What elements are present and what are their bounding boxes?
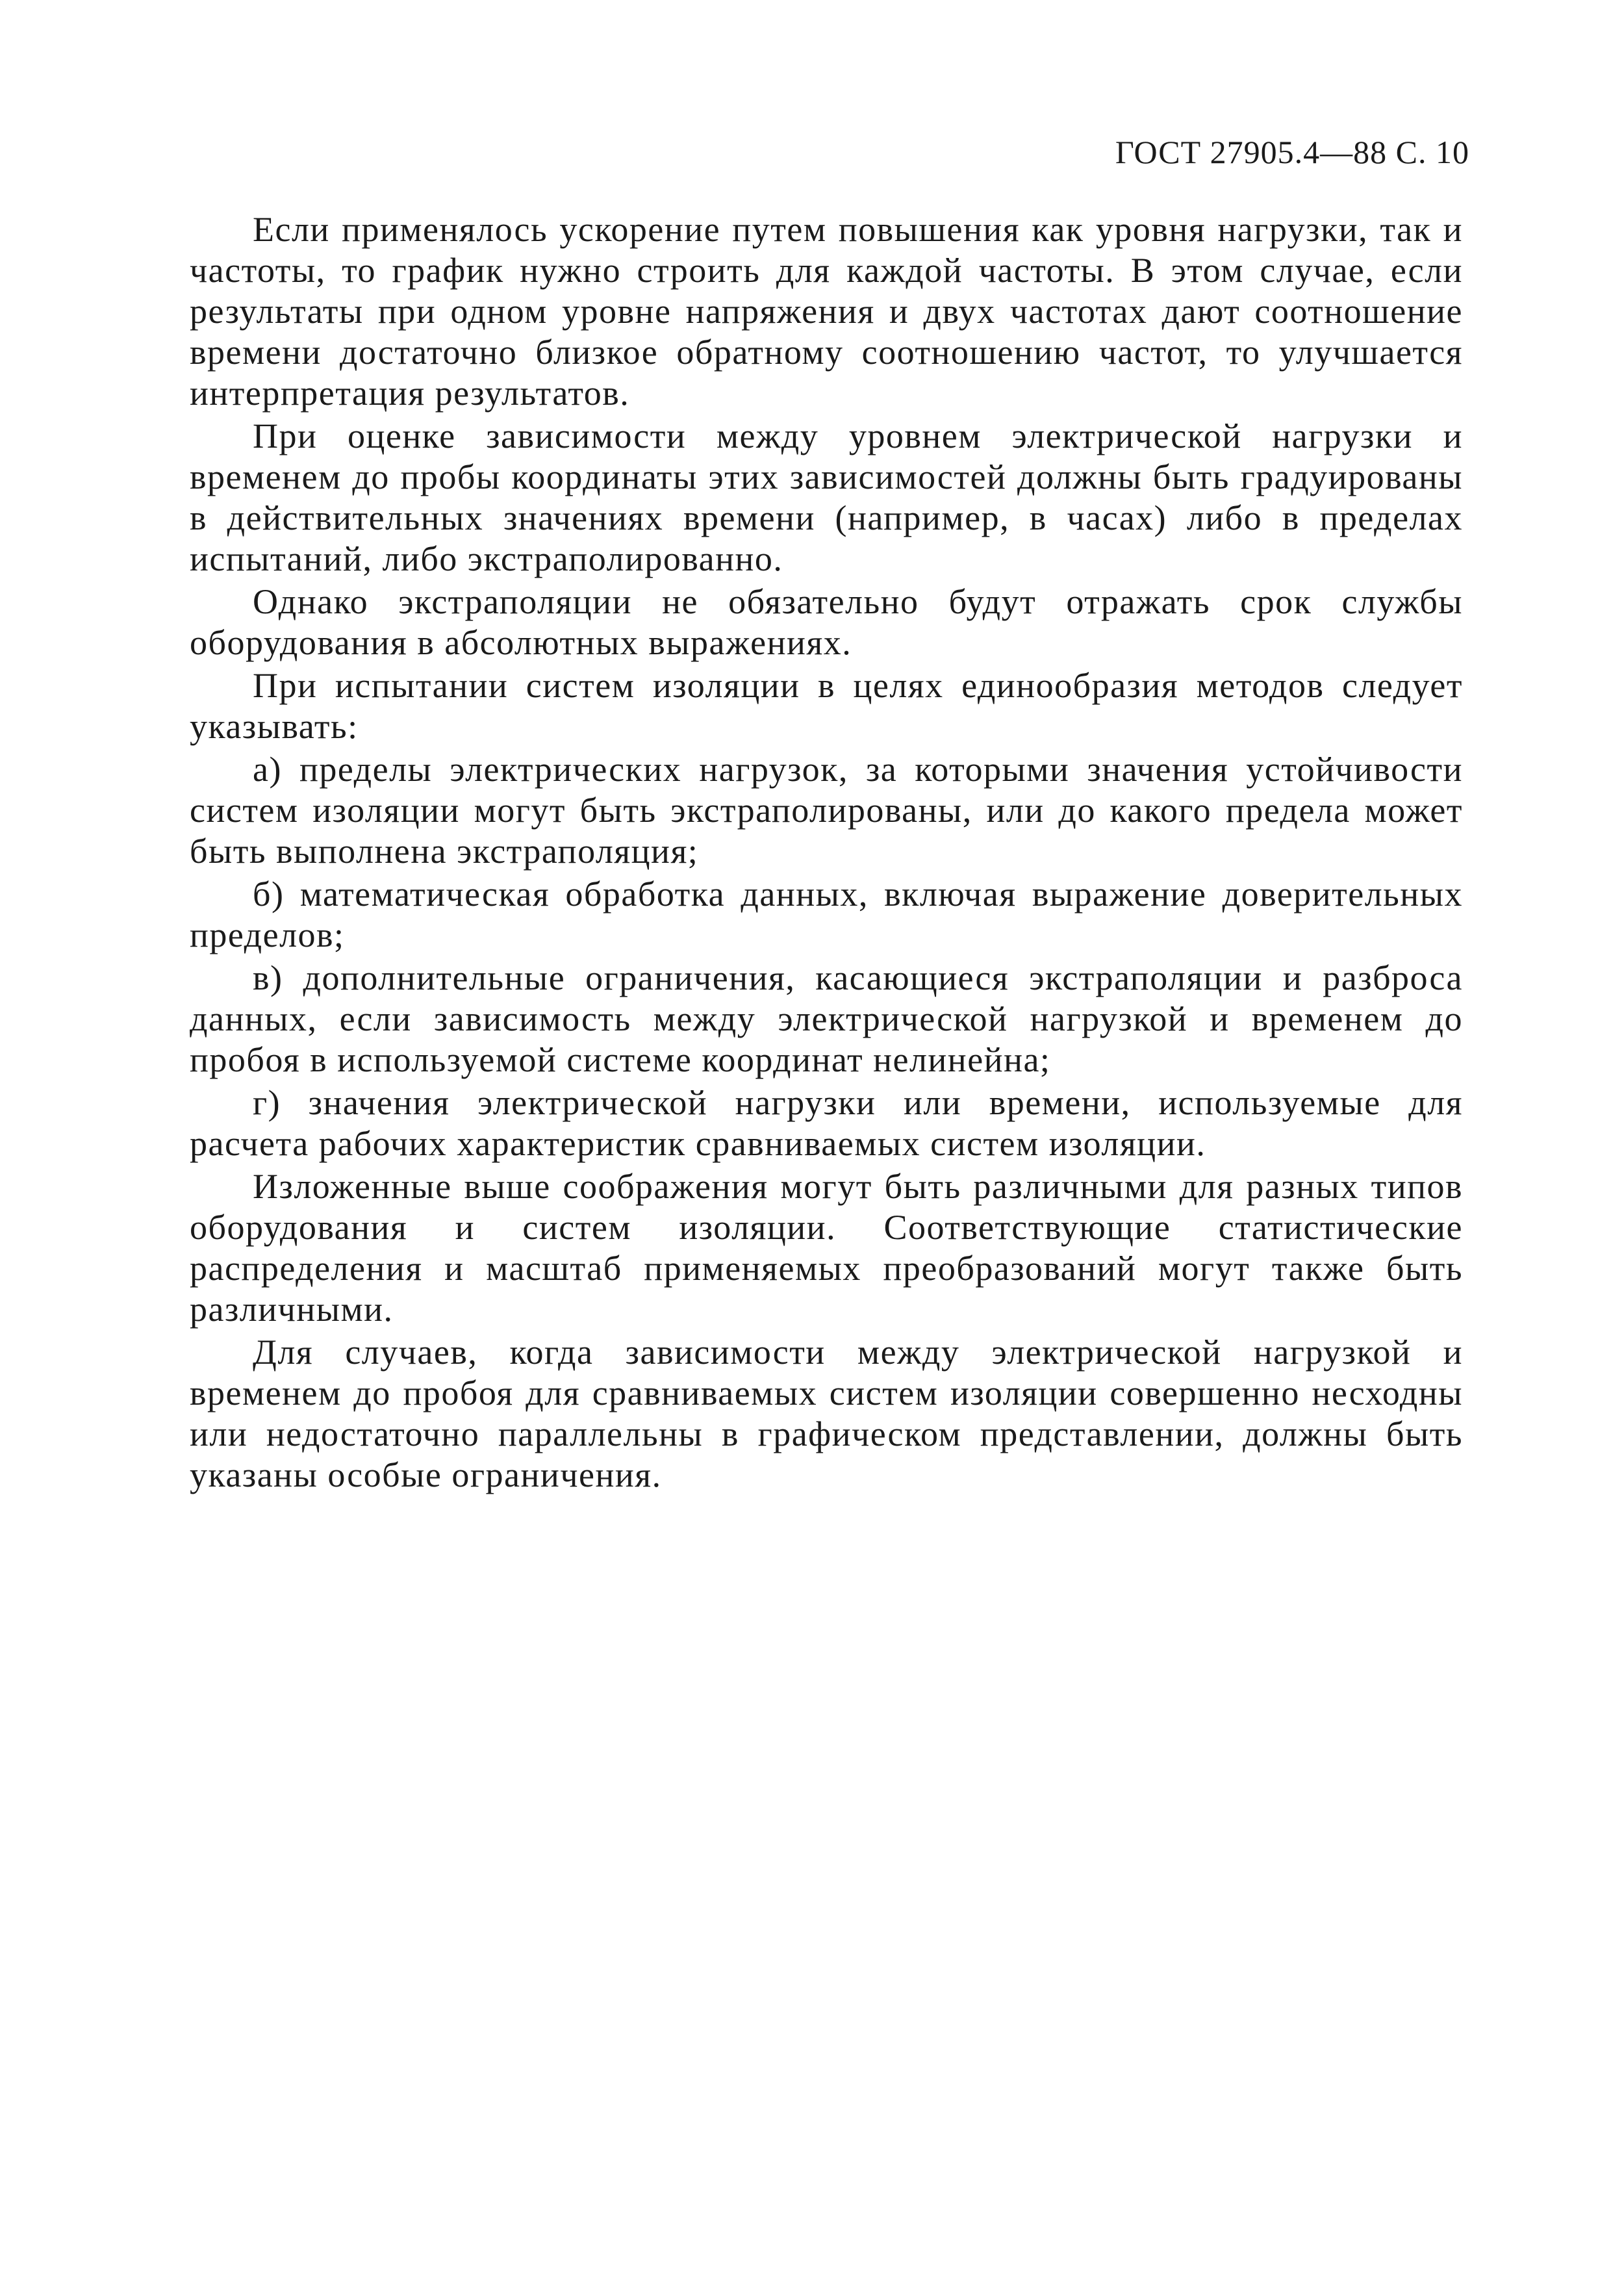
document-body [190, 209, 1463, 1498]
paragraph-4: При испытании систем изоляции в целях единообразия методов следует указывать: [190, 666, 1463, 746]
list-item-g: г) значения электрической нагрузки или времени, используемые для расчета рабочих характеристик сравниваемых систем изоляции. [190, 1083, 1463, 1163]
list-item-b: б) математическая обработка данных, включая выражение доверительных пределов; [190, 875, 1463, 954]
paragraph-3: Однако экстраполяции не обязательно будут отражать срок службы оборудования в абсолютных выражениях. [190, 582, 1463, 662]
page-header: ГОСТ 27905.4—88 С. 10 [1115, 134, 1469, 170]
paragraph-5: Изложенные выше соображения могут быть различными для разных типов оборудования и систем изоляции. Соответствующие статистические распределения и масштаб применяемых преобразований могут также быть различными. [190, 1167, 1463, 1329]
list-item-v: в) дополнительные ограничения, касающиеся экстраполяции и разброса данных, если зависимость между электрической нагрузкой и временем до пробоя в используемой системе координат нелинейна; [190, 958, 1463, 1079]
list-item-a: а) пределы электрических нагрузок, за которыми значения устойчивости систем изоляции могут быть экстраполированы, или до какого предела может быть выполнена экстраполяция; [190, 750, 1463, 871]
paragraph-2: При оценке зависимости между уровнем электрической нагрузки и временем до пробы координаты этих зависимостей должны быть градуированы в действительных значениях времени (например, в часах) либо в пределах испытаний, либо экстраполированно. [190, 416, 1463, 578]
paragraph-1: Если применялось ускорение путем повышения как уровня нагрузки, так и частоты, то график нужно строить для каждой частоты. В этом случае, если результаты при одном уровне напряжения и двух частотах дают соотношение времени достаточно близкое обратному соотношению частот, то улучшается интерпретация результатов. [190, 210, 1463, 413]
paragraph-6: Для случаев, когда зависимости между электрической нагрузкой и временем до пробоя для сравниваемых систем изоляции совершенно несходны или недостаточно параллельны в графическом представлении, должны быть указаны особые ограничения. [190, 1333, 1463, 1494]
